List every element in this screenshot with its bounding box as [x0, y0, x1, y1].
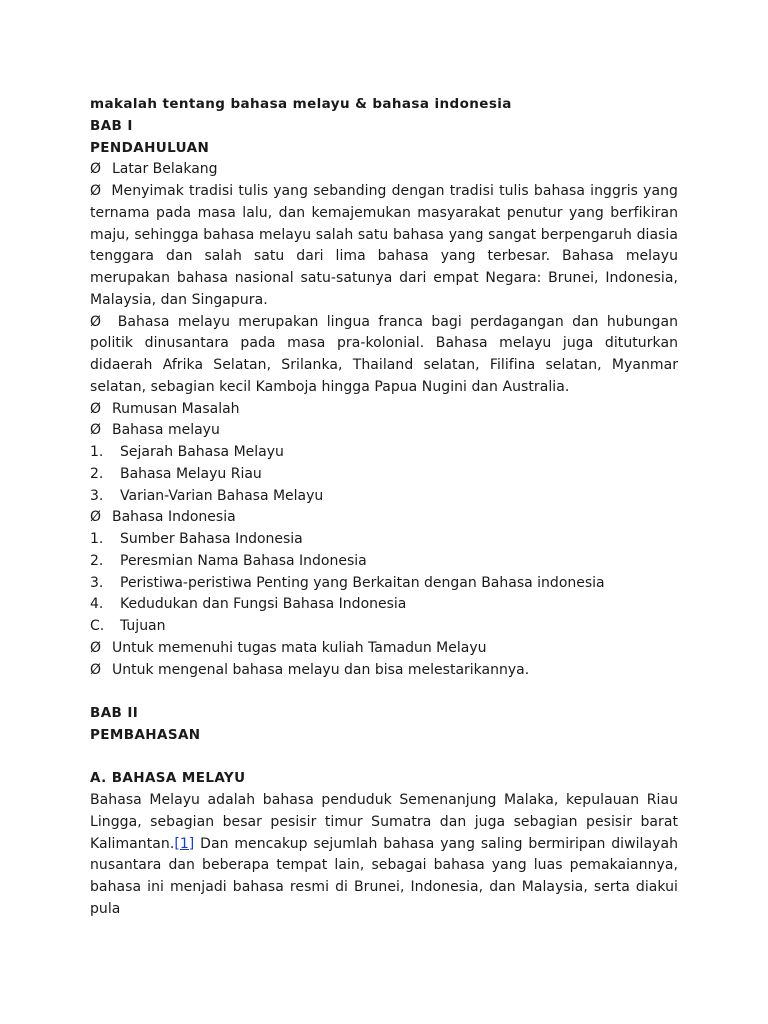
paragraph-bahasa-melayu	[90, 790, 678, 921]
bullet-symbol: Ø	[90, 400, 102, 417]
list-item	[90, 486, 678, 508]
bullet-symbol: Ø	[90, 509, 102, 526]
bullet-symbol: Ø	[90, 161, 102, 178]
list-number: 3.	[90, 487, 104, 504]
section-heading: A. BAHASA MELAYU	[90, 770, 246, 787]
paragraph-text: Bahasa Melayu adalah bahasa penduduk Semenanjung Malaka, kepulauan Riau Lingga, sebagian besar pesisir timur Sumatra dan juga sebagian pesisir barat Kalimantan.	[90, 792, 678, 852]
bullet-tujuan-2	[90, 660, 678, 682]
paragraph-intro-1	[90, 181, 678, 312]
list-item	[90, 464, 678, 486]
footnote-link[interactable]: [1]	[174, 835, 195, 852]
list-item	[90, 573, 678, 595]
paragraph-text: Menyimak tradisi tulis yang sebanding dengan tradisi tulis bahasa inggris yang ternama pada masa lalu, dan kemajemukan masyarakat penutur yang berfikiran maju, sehingga bahasa melayu salah satu bahasa yang sangat berpengaruh diasia tenggara dan salah satu dari lima bahasa yang terbesar. Bahasa melayu merupakan bahasa nasional satu-satunya dari empat Negara: Brunei, Indonesia, Malaysia, dan Singapura.	[90, 183, 678, 308]
chapter-title: PEMBAHASAN	[90, 726, 201, 743]
bullet-text: Latar Belakang	[112, 161, 218, 178]
spacer	[90, 747, 678, 769]
list-number: 2.	[90, 552, 104, 569]
chapter-title: PENDAHULUAN	[90, 139, 210, 156]
bullet-text: Bahasa melayu	[112, 422, 220, 439]
document-title: makalah tentang bahasa melayu & bahasa indonesia	[90, 96, 512, 112]
paragraph-intro-2	[90, 312, 678, 399]
bullet-text: Untuk mengenal bahasa melayu dan bisa melestarikannya.	[112, 661, 530, 678]
list-item	[90, 442, 678, 464]
spacer	[90, 681, 678, 703]
bullet-tujuan-1	[90, 638, 678, 660]
list-number: 4.	[90, 596, 104, 613]
list-item	[90, 594, 678, 616]
bullet-symbol: Ø	[90, 183, 102, 199]
list-number: 1.	[90, 531, 104, 547]
bullet-symbol: Ø	[90, 313, 102, 330]
bullet-symbol: Ø	[90, 639, 102, 656]
list-number: 1.	[90, 444, 104, 460]
chapter-label: BAB II	[90, 705, 139, 721]
bullet-bahasa-melayu	[90, 420, 678, 442]
list-text: Peresmian Nama Bahasa Indonesia	[120, 552, 367, 569]
list-text: Bahasa Melayu Riau	[120, 465, 262, 482]
bullet-latar	[90, 159, 678, 181]
chapter-label: BAB I	[90, 117, 133, 134]
list-text: Peristiwa-peristiwa Penting yang Berkaitan dengan Bahasa indonesia	[120, 574, 605, 591]
list-text: Sumber Bahasa Indonesia	[120, 531, 303, 547]
list-text: Kedudukan dan Fungsi Bahasa Indonesia	[120, 596, 407, 613]
list-item	[90, 529, 678, 551]
list-text: Tujuan	[120, 618, 166, 634]
bullet-text: Bahasa Indonesia	[112, 509, 236, 526]
bullet-text: Untuk memenuhi tugas mata kuliah Tamadun Melayu	[112, 639, 487, 656]
list-text: Sejarah Bahasa Melayu	[120, 444, 284, 460]
paragraph-text: Bahasa melayu merupakan lingua franca bagi perdagangan dan hubungan politik dinusantara pada masa pra-kolonial. Bahasa melayu juga dituturkan didaerah Afrika Selatan, Srilanka, Thailand selatan, Filifina selatan, Myanmar selatan, sebagian kecil Kamboja hingga Papua Nugini dan Australia.	[90, 313, 678, 395]
list-number: 3.	[90, 574, 104, 591]
list-text: Varian-Varian Bahasa Melayu	[120, 487, 324, 504]
bullet-symbol: Ø	[90, 661, 102, 678]
tujuan-heading	[90, 616, 678, 638]
bullet-symbol: Ø	[90, 422, 102, 439]
list-item	[90, 551, 678, 573]
paragraph-text: Dan mencakup sejumlah bahasa yang saling bermiripan diwilayah nusantara dan beberapa tempat lain, sebagai bahasa yang luas pemakaiannya, bahasa ini menjadi bahasa resmi di Brunei, Indonesia, dan Malaysia, serta diakui pula	[90, 835, 678, 917]
bullet-rumusan	[90, 399, 678, 421]
list-number: 2.	[90, 465, 104, 482]
list-number: C.	[90, 618, 105, 634]
bullet-bahasa-indonesia	[90, 507, 678, 529]
bullet-text: Rumusan Masalah	[112, 400, 240, 417]
